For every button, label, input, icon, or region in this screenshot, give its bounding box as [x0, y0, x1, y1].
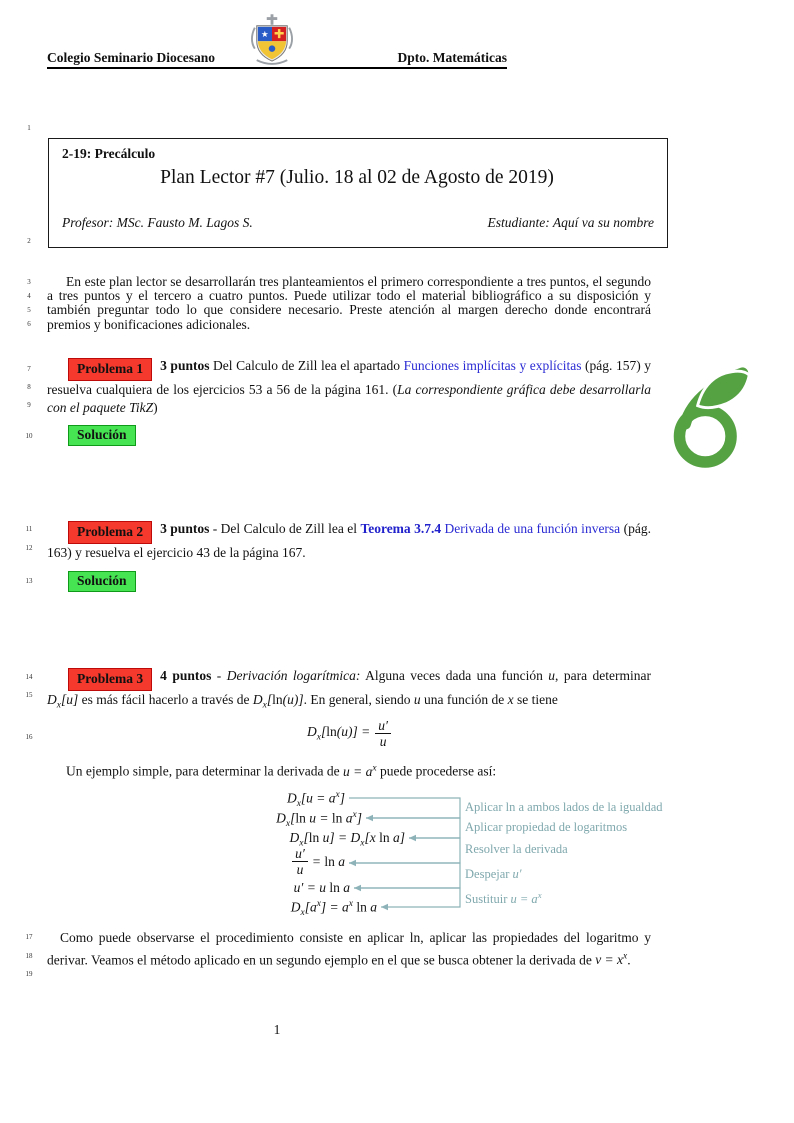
page-title: Plan Lector #7 (Julio. 18 al 02 de Agosto de 2019) — [160, 167, 554, 188]
fraction-numerator: u′ — [292, 846, 308, 862]
margin-line-number: 7 — [27, 365, 31, 373]
margin-line-number: 14 — [25, 673, 33, 681]
margin-line-number: 9 — [27, 401, 31, 409]
derivation-step-equation: $D_x[\ln$ $u] = D_x[x$ ln a] — [289, 830, 405, 849]
equation-fraction — [375, 718, 391, 749]
problem-3-text: se tiene — [513, 692, 558, 707]
step-annotation: Resolver la derivada — [465, 842, 568, 856]
problem-2-badge: Problema 2 — [68, 521, 152, 544]
inline-math: u — [413, 692, 421, 707]
step-annotation: Despejar u′ — [465, 867, 522, 881]
margin-line-number: 1 — [27, 124, 31, 132]
inline-math: $D_x[\ln(u)]$ — [252, 692, 304, 711]
margin-line-number: 13 — [25, 577, 33, 585]
student-label: Estudiante: Aquí va su nombre — [487, 215, 654, 230]
step-fraction — [292, 846, 308, 877]
header-department: Dpto. Matemáticas — [397, 50, 507, 65]
margin-line-number: 15 — [25, 691, 33, 699]
problem-3-text: - — [211, 668, 227, 683]
margin-line-number: 18 — [25, 952, 33, 960]
fraction-denominator: u — [379, 734, 387, 749]
display-equation — [47, 718, 651, 749]
margin-line-number: 6 — [27, 320, 31, 328]
problem-1-text: ) — [153, 400, 158, 415]
problem-3-badge: Problema 3 — [68, 668, 152, 691]
fraction-denominator: u — [296, 862, 304, 877]
problem-2-link[interactable]: Derivada de una función inversa — [441, 521, 621, 536]
solution-2-badge: Solución — [68, 571, 136, 592]
step-annotation: Aplicar propiedad de logaritmos — [465, 820, 628, 834]
margin-line-number: 12 — [25, 544, 33, 552]
solution-1-badge: Solución — [68, 425, 136, 446]
problem-3-points: 4 puntos — [160, 668, 212, 683]
problem-3-text: es más fácil hacerlo a través de — [78, 692, 253, 707]
header-school-name: Colegio Seminario Diocesano — [47, 50, 215, 65]
problem-2-text: - Del Calculo de Zill lea el — [209, 521, 361, 536]
problem-1-text: Del Calculo de Zill lea el apartado — [209, 358, 404, 373]
problem-3-text: . En general, siendo — [303, 692, 414, 707]
problem-3-text: una función de — [420, 692, 508, 707]
derivation-step-equation: $D_x[u = a^x]$ — [286, 790, 345, 810]
derivation-step-equation: $D_x[a^x] = a^x$ ln a — [290, 899, 377, 919]
closing-text: Como puede observarse el procedimiento consiste en aplicar ln, aplicar las propiedades del logaritmo y derivar. Veamos el método aplicado en un segundo ejemplo en el que se busca obtener la derivada de — [47, 930, 651, 967]
intro-paragraph: En este plan lector se desarrollarán tres planteamientos el primero correspondiente a tres puntos, el segundo a tres puntos y el tercero a cuatro puntos. Puede utilizar todo el material bibliográfico a su disposición y también preguntar todo lo que considere necesario. Preste atención al margen derecho donde encontrará premios y bonificaciones adicionales. — [47, 274, 651, 332]
inline-math: $D_x[u]$ — [47, 692, 79, 711]
margin-line-number: 11 — [25, 525, 33, 533]
margin-line-number: 19 — [25, 970, 33, 978]
problem-1-points: 3 puntos — [160, 358, 210, 373]
margin-line-number: 17 — [25, 933, 33, 941]
problem-3-text: Alguna veces dada una función — [360, 668, 549, 683]
margin-line-number: 8 — [27, 383, 31, 391]
closing-paragraph — [47, 929, 651, 970]
problem-3-lead: Derivación logarítmica: — [226, 668, 361, 683]
problem-2-theorem-link[interactable]: Teorema 3.7.4 — [360, 521, 442, 536]
margin-line-number: 5 — [27, 306, 31, 314]
problem-3-paragraph — [47, 667, 651, 715]
problem-1-text: (pág. 157) y resuelva cualquiera de los ejercicios 53 a 56 de la página 161. ( — [47, 358, 652, 397]
leaf-bonus-icon — [668, 366, 754, 478]
page-number: 1 — [273, 1022, 281, 1037]
derivation-block — [47, 780, 663, 930]
course-label: 2-19: Precálculo — [62, 146, 156, 161]
school-crest-logo — [251, 14, 293, 72]
inline-math: $v = x^x$ — [595, 951, 628, 967]
equation-lhs: $D_x[\ln(u)]$ = — [307, 724, 371, 743]
problem-1-paragraph — [47, 357, 651, 417]
closing-text: . — [627, 952, 631, 967]
derivation-step-equation — [292, 846, 345, 877]
margin-line-number: 10 — [25, 432, 33, 440]
problem-1-link[interactable]: Funciones implícitas y explícitas — [403, 358, 582, 373]
margin-line-number: 2 — [27, 237, 31, 245]
step-annotation: Aplicar ln a ambos lados de la igualdad — [465, 800, 663, 814]
example-line — [47, 763, 651, 780]
problem-1-badge: Problema 1 — [68, 358, 152, 381]
margin-line-number: 16 — [25, 733, 33, 741]
problem-2-text: (pág. 163) y resuelva el ejercicio 43 de la página 167. — [47, 521, 651, 560]
professor-label: Profesor: MSc. Fausto M. Lagos S. — [62, 215, 253, 230]
problem-2-paragraph — [47, 520, 651, 562]
derivation-step-equation: $D_x[\ln$ $u = \ln a^x$] — [276, 810, 362, 830]
inline-math: u — [548, 668, 556, 683]
example-text: puede procederse así: — [376, 763, 497, 779]
inline-math: x — [507, 692, 514, 707]
margin-line-number: 3 — [27, 278, 31, 286]
problem-1-note: La correspondiente gráfica debe desarrollarla con el paquete TikZ — [47, 382, 651, 415]
step-equation-rhs: = ln a — [311, 853, 345, 869]
derivation-step-equation: u′ = u ln a — [293, 880, 350, 895]
problem-3-text: , para determinar — [555, 668, 651, 683]
example-text: Un ejemplo simple, para determinar la derivada de — [66, 763, 344, 779]
margin-line-number: 4 — [27, 292, 31, 300]
svg-text:★: ★ — [260, 29, 269, 40]
fraction-numerator: u′ — [375, 718, 391, 734]
inline-math: $u = a^x$ — [343, 763, 377, 779]
step-annotation: Sustituir $u = a^x$ — [465, 890, 542, 907]
problem-2-points: 3 puntos — [160, 521, 210, 536]
